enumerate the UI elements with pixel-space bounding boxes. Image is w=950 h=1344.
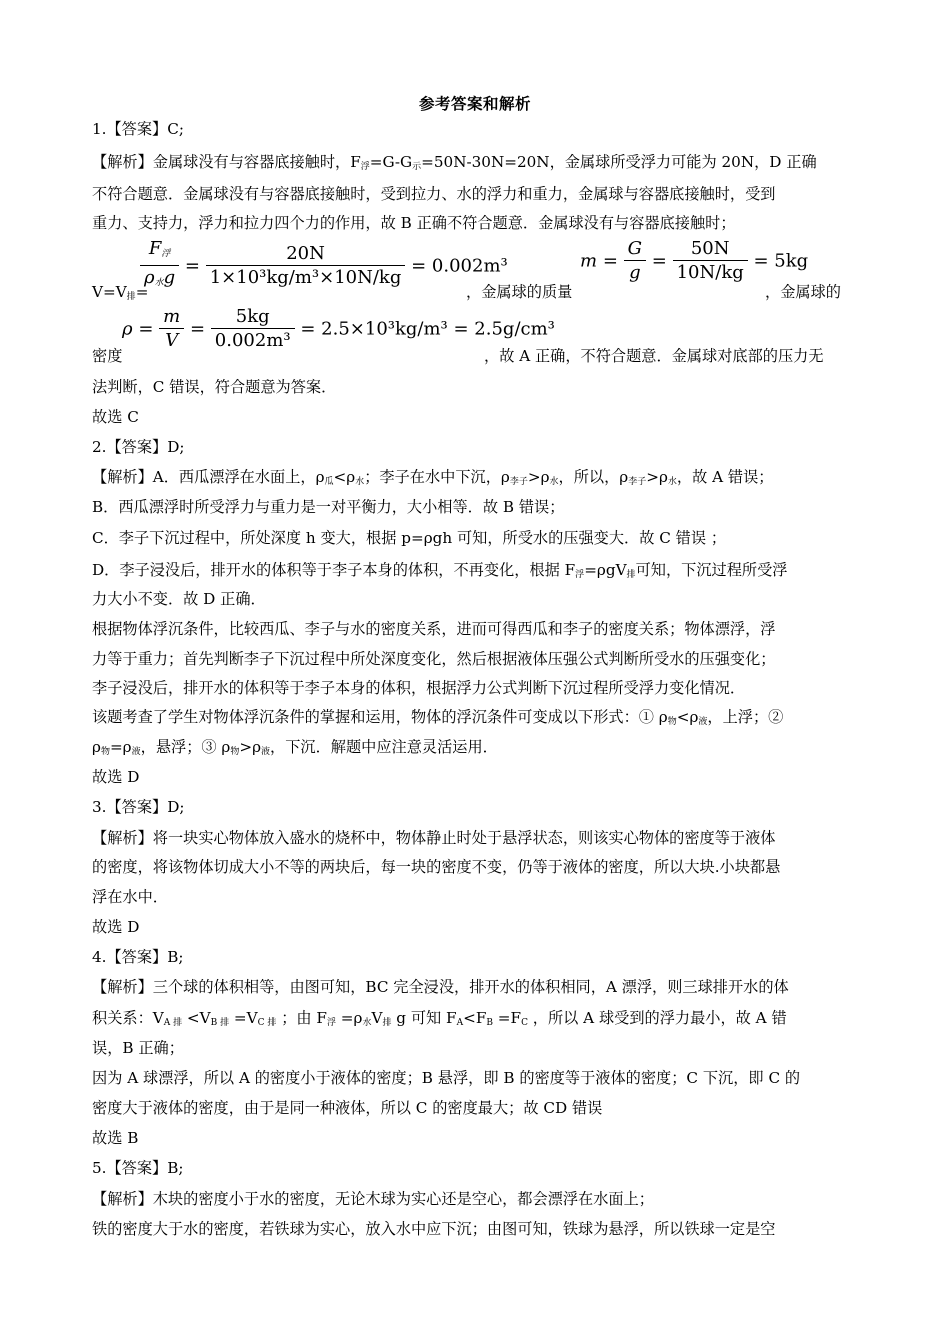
analysis-2-line-5: 力大小不变．故 D 正确． — [92, 590, 266, 608]
density-formula: ρ = $\frac{m}{V}$ = $\frac{5kg}{\text{0.002m³}}$ = 2.5×10³kg/m³ = 2.5g/cm³ — [122, 306, 555, 351]
analysis-3-line-2: 的密度，将该物体切成大小不等的两块后，每一块的密度不变，仍等于液体的密度，所以大块.小块都悬 — [92, 858, 781, 876]
answer-1: 1.【答案】C; — [92, 120, 184, 138]
analysis-4-line-4: 因为 A 球漂浮，所以 A 的密度小于液体的密度；B 悬浮，即 B 的密度等于液体的密度；C 下沉，即 C 的 — [92, 1069, 801, 1087]
mass-formula: m = $\frac{G}{g}$ = $\frac{50N}{10N/kg}$ = 5kg — [580, 238, 809, 283]
analysis-2-line-4: D．李子浸没后，排开水的体积等于李子本身的体积，不再变化，根据 $F_浮=\rho gV_排$可知，下沉过程所受浮 — [92, 561, 788, 580]
analysis-1-line-6: 法判断，C 错误，符合题意为答案． — [92, 378, 337, 396]
mass-label: ，金属球的质量 — [466, 283, 573, 301]
analysis-2-line-10: $\rho_物=\rho_液$，悬浮；③ $\rho_物>\rho_液$，下沉．解题中应注意灵活运用． — [92, 738, 498, 757]
analysis-2-line-2: B．西瓜漂浮时所受浮力与重力是一对平衡力，大小相等．故 B 错误； — [92, 498, 565, 516]
analysis-2-line-9: 该题考查了学生对物体浮沉条件的掌握和运用，物体的浮沉条件可变成以下形式：① $\rho_物<\rho_液$，上浮；② — [92, 708, 784, 727]
analysis-4-line-3: 误，B 正确； — [92, 1039, 184, 1057]
density-label: ，金属球的 — [765, 283, 841, 301]
answer-3: 3.【答案】D; — [92, 798, 185, 816]
choice-4: 故选 B — [92, 1129, 139, 1147]
choice-1: 故选 C — [92, 408, 139, 426]
analysis-1-line-1: 【解析】金属球没有与容器底接触时，$F_浮=G-G_示=50N-30N=20N$，金属球所受浮力可能为 20N，D 正确 — [92, 153, 817, 172]
analysis-4-line-5: 密度大于液体的密度，由于是同一种液体，所以 C 的密度最大；故 CD 错误 — [92, 1099, 603, 1117]
analysis-4-line-2: 积关系：$V_{A 排} <V_{B 排} =V_{C 排}$ ；由 $F_浮 =\rho_水V_排$ g 可知 $F_A<F_B =F_C$ ，所以 A 球受到的浮力最小，故 A 错 — [92, 1009, 787, 1028]
analysis-3-line-3: 浮在水中． — [92, 888, 168, 906]
page-title: 参考答案和解析 — [418, 94, 531, 113]
answer-5: 5.【答案】B; — [92, 1159, 184, 1177]
density-text: 密度 — [92, 347, 123, 365]
analysis-1-line-3: 重力、支持力，浮力和拉力四个力的作用，故 B 正确不符合题意．金属球没有与容器底接触时； — [92, 214, 736, 232]
volume-formula: $\frac{F_浮}{\rho_水g}$ = $\frac{20N}{\text{1×10³kg/m³×10N/kg}}$ = 0.002m³ — [140, 238, 508, 295]
analysis-2-line-3: C．李子下沉过程中，所处深度 h 变大，根据 p=ρgh 可知，所受水的压强变大．故 C 错误 ； — [92, 529, 727, 547]
choice-3: 故选 D — [92, 918, 140, 936]
analysis-1-line-2: 不符合题意．金属球没有与容器底接触时，受到拉力、水的浮力和重力，金属球与容器底接触时，受到 — [92, 185, 776, 203]
choice-2: 故选 D — [92, 768, 140, 786]
analysis-2-line-1: 【解析】A．西瓜漂浮在水面上，$\rho_瓜<\rho_水$；李子在水中下沉，$\rho_{李子}>\rho_水$，所以，$\rho_{李子}>\rho_水$，故 A 错误； — [92, 468, 774, 487]
answer-2: 2.【答案】D; — [92, 438, 185, 456]
analysis-5-line-2: 铁的密度大于水的密度，若铁球为实心，放入水中应下沉；由图可知，铁球为悬浮，所以铁球一定是空 — [92, 1220, 776, 1238]
analysis-2-line-8: 李子浸没后，排开水的体积等于李子本身的体积，根据浮力公式判断下沉过程所受浮力变化情况． — [92, 679, 746, 697]
analysis-4-line-1: 【解析】三个球的体积相等，由图可知，BC 完全浸没，排开水的体积相同，A 漂浮，则三球排开水的体 — [92, 978, 789, 996]
analysis-2-line-7: 力等于重力；首先判断李子下沉过程中所处深度变化，然后根据液体压强公式判断所受水的压强变化； — [92, 650, 776, 668]
volume-text: $V=V_排=$ — [92, 283, 149, 302]
analysis-1-line-5: ，故 A 正确，不符合题意．金属球对底部的压力无 — [484, 347, 824, 365]
analysis-3-line-1: 【解析】将一块实心物体放入盛水的烧杯中，物体静止时处于悬浮状态，则该实心物体的密度等于液体 — [92, 829, 776, 847]
answer-4: 4.【答案】B; — [92, 948, 184, 966]
analysis-2-line-6: 根据物体浮沉条件，比较西瓜、李子与水的密度关系，进而可得西瓜和李子的密度关系；物体漂浮，浮 — [92, 620, 776, 638]
analysis-5-line-1: 【解析】木块的密度小于水的密度，无论木球为实心还是空心，都会漂浮在水面上； — [92, 1190, 654, 1208]
